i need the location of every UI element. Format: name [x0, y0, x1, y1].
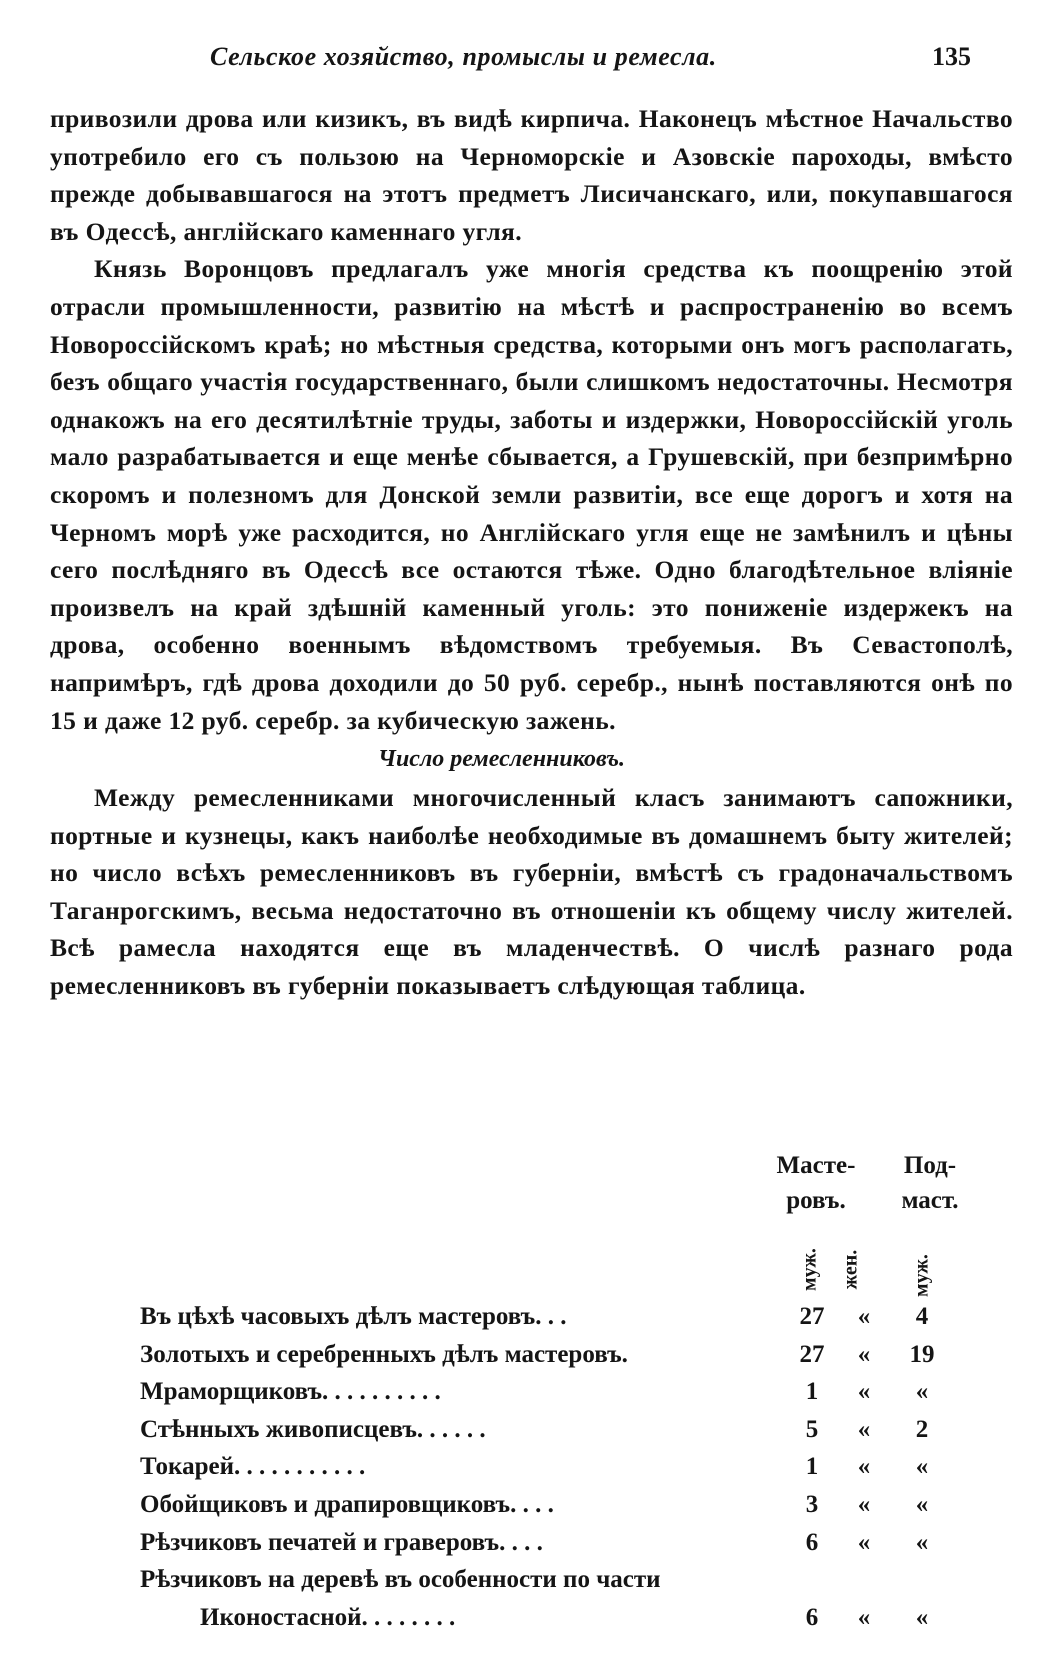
cell-masters-male: 1 — [805, 1453, 819, 1481]
column-header-apprentices — [892, 1148, 968, 1218]
cell-apprentices-male: 4 — [915, 1303, 929, 1330]
table-row — [50, 1524, 1013, 1562]
row-label: Стѣнныхъ живописцевъ. . . . . . — [140, 1415, 486, 1443]
row-label: Золотыхъ и серебренныхъ дѣлъ мастеровъ. — [140, 1340, 628, 1368]
cell-apprentices-male: 19 — [909, 1340, 935, 1368]
cell-apprentices-male: « — [915, 1491, 929, 1518]
paragraph-vorontsov: Князь Воронцовъ предлагалъ уже многія средства къ поощренію этой отрасли промышленности, развитію на мѣстѣ и распространенію во всемъ Новороссійскомъ краѣ; но мѣстныя средства, которыми онъ могъ располагать, безъ общаго участія государственнаго, были слишкомъ недостаточны. Несмотря однакожъ на его десятилѣтніе труды, заботы и издержки, Новороссійскій уголь мало разрабатывается и еще менѣе сбывается, а Грушевскій, при безпримѣрно скоромъ и полезномъ для Донской земли развитіи, все еще дорогъ и хотя на Черномъ морѣ уже расходится, но Англійскаго угля еще не замѣнилъ и цѣны сего послѣдняго въ Одессѣ все остаются тѣже. Одно благодѣтельное вліяніе произвелъ на край здѣшній каменный уголь: это пониженіе издержекъ на дрова, особенно военнымъ вѣдомствомъ требуемыя. Въ Севастополѣ, напримѣръ, гдѣ дрова доходили до 50 руб. серебр., нынѣ поставляются онѣ по 15 и даже 12 руб. серебр. за кубическую зажень. — [50, 254, 1013, 735]
column-header-masters-line2: ровъ. — [786, 1187, 846, 1214]
cell-apprentices-male: « — [915, 1378, 929, 1406]
paragraph-craftsmen: Между ремесленниками многочисленный класъ занимаютъ сапожники, портные и кузнецы, какъ наиболѣе необходимые въ домашнемъ быту жителей; но число всѣхъ ремесленниковъ въ губерніи, вмѣстѣ съ градоначальствомъ Таганрогскимъ, весьма недостаточно въ отношеніи къ общему числу жителей. Всѣ рамесла находятся еще въ младенчествѣ. О числѣ разнаго рода ремесленниковъ въ губерніи показываетъ слѣдующая таблица. — [50, 783, 1013, 1001]
cell-masters-female: « — [857, 1415, 871, 1443]
cell-masters-male: 3 — [805, 1491, 819, 1518]
table-row — [50, 1373, 1013, 1411]
cell-masters-female: « — [857, 1453, 871, 1481]
cell-masters-female: « — [857, 1340, 871, 1368]
cell-masters-female: « — [857, 1378, 871, 1406]
row-label: Обойщиковъ и драпировщиковъ. . . . — [140, 1491, 554, 1518]
running-title: Сельское хозяйство, промыслы и ремесла. — [210, 42, 717, 71]
table-row — [50, 1486, 1013, 1524]
table-row — [50, 1561, 1013, 1599]
table-row — [50, 1336, 1013, 1374]
cell-masters-female: « — [857, 1491, 871, 1518]
cell-masters-female: « — [857, 1303, 871, 1330]
paragraph-continuation: привозили дрова или кизикъ, въ видѣ кирпича. Наконецъ мѣстное Начальство употребило его съ пользою на Черноморскіе и Азовскіе пароходы, вмѣсто прежде добывавшагося на этотъ предметъ Лисичанскаго, или, покупавшагося въ Одессѣ, англійскаго каменнаго угля. — [50, 104, 1013, 246]
row-label: Мраморщиковъ. . . . . . . . . . — [140, 1378, 441, 1406]
page-number: 135 — [932, 42, 971, 71]
craftsmen-table — [50, 1148, 1013, 1668]
cell-masters-male: 6 — [805, 1603, 819, 1631]
subheader-female: жен. — [839, 1249, 862, 1290]
subheader-apprentice-male: муж. — [910, 1254, 933, 1297]
section-heading: Число ремесленниковъ. — [377, 746, 626, 773]
row-label: Токарей. . . . . . . . . . . — [140, 1453, 366, 1481]
cell-masters-female: « — [857, 1603, 871, 1631]
cell-masters-female: « — [857, 1528, 871, 1556]
row-label: Въ цѣхѣ часовыхъ дѣлъ мастеровъ. . . — [140, 1303, 567, 1330]
column-header-apprentices-line1: Под- — [903, 1152, 957, 1179]
cell-masters-male: 6 — [805, 1528, 819, 1556]
cell-masters-male: 27 — [799, 1303, 825, 1330]
cell-apprentices-male: « — [915, 1453, 929, 1481]
row-label: Иконостасной. . . . . . . . — [200, 1603, 456, 1631]
body-text — [50, 100, 1013, 1005]
table-row — [50, 1298, 1013, 1336]
row-label: Рѣзчиковъ печатей и граверовъ. . . . — [140, 1528, 543, 1556]
running-head — [50, 42, 1013, 82]
table-row — [50, 1599, 1013, 1637]
cell-apprentices-male: « — [915, 1603, 929, 1631]
column-header-apprentices-line2: маст. — [901, 1187, 959, 1214]
column-header-masters-line1: Масте- — [776, 1152, 856, 1179]
subheader-male: муж. — [798, 1248, 821, 1291]
table-row — [50, 1411, 1013, 1449]
cell-masters-male: 1 — [805, 1378, 819, 1406]
cell-masters-male: 5 — [805, 1415, 819, 1443]
cell-apprentices-male: 2 — [915, 1415, 929, 1443]
row-label: Рѣзчиковъ на деревѣ въ особенности по части — [140, 1566, 661, 1594]
column-header-masters — [774, 1148, 858, 1218]
table-row — [50, 1448, 1013, 1486]
cell-apprentices-male: « — [915, 1528, 929, 1556]
cell-masters-male: 27 — [799, 1340, 825, 1368]
